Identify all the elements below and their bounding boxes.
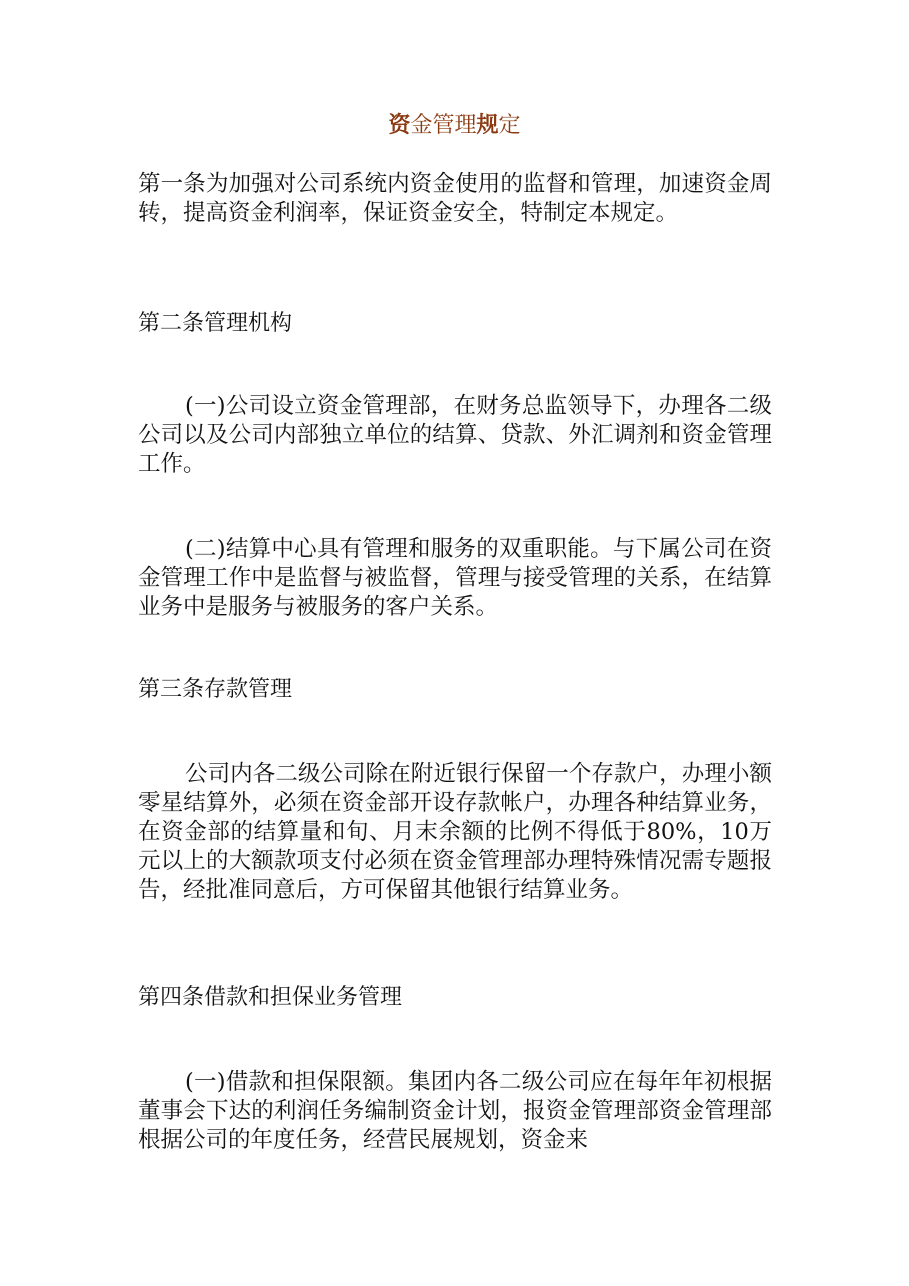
article-1-paragraph: 第一条为加强对公司系统内资金使用的监督和管理，加速资金周转，提高资金利润率，保证资金安全，特制定本规定。 [138,171,772,226]
article-2-item-2: (二)结算中心具有管理和服务的双重职能。与下属公司在资金管理工作中是监督与被监督，管理与接受管理的关系，在结算业务中是服务与被服务的客户关系。 [138,536,772,620]
title-part-4: 定 [498,113,521,138]
article-2-heading: 第二条管理机构 [138,311,293,336]
article-4-heading: 第四条借款和担保业务管理 [138,985,403,1010]
title-part-3: 规 [476,113,499,138]
document-title [0,112,909,140]
article-4-item-1: (一)借款和担保限额。集团内各二级公司应在每年年初根据董事会下达的利润任务编制资金计划，报资金管理部资金管理部根据公司的年度任务，经营民展规划，资金来 [138,1069,772,1153]
article-2-item-1: (一)公司设立资金管理部，在财务总监领导下，办理各二级公司以及公司内部独立单位的结算、贷款、外汇调剂和资金管理工作。 [138,393,772,477]
article-3-paragraph: 公司内各二级公司除在附近银行保留一个存款户，办理小额零星结算外，必须在资金部开设存款帐户，办理各种结算业务，在资金部的结算量和旬、月末余额的比例不得低于80%，10万元以上的大额款项支付必须在资金管理部办理特殊情况需专题报告，经批准同意后，方可保留其他银行结算业务。 [138,761,772,903]
title-part-2: 金管理 [410,113,477,138]
title-part-1: 资 [388,113,411,138]
article-3-heading: 第三条存款管理 [138,677,293,702]
